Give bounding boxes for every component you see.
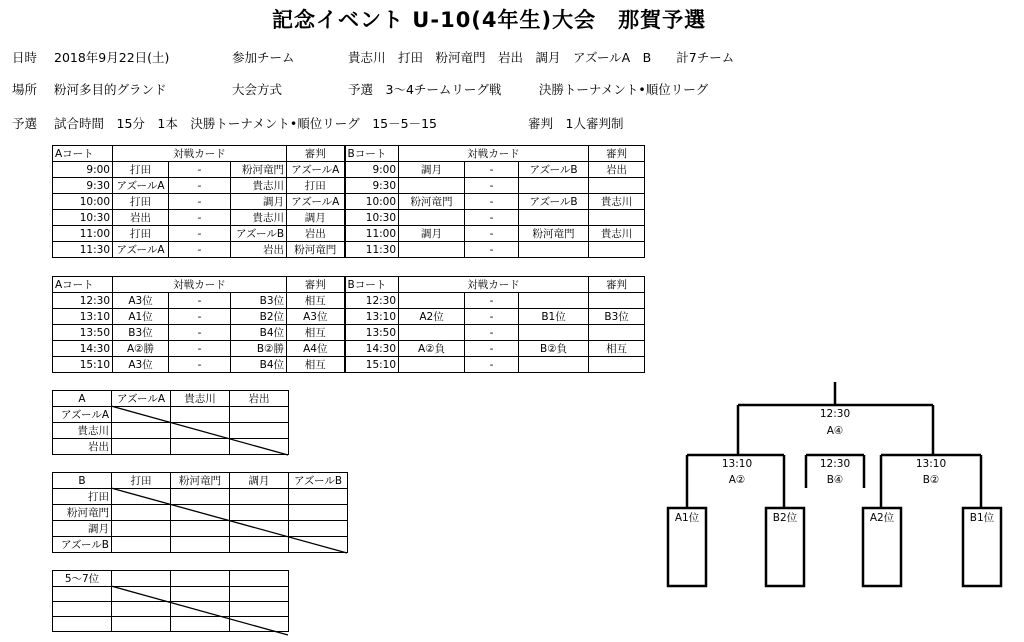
- schedule-cell: 打田: [113, 226, 169, 242]
- schedule-cell: 12:30: [53, 293, 113, 309]
- schedule-cell: -: [465, 194, 519, 210]
- schedule-cell: -: [169, 210, 231, 226]
- prelim-value: 試合時間 15分 1本 決勝トーナメント•順位リーグ 15－5－15: [54, 116, 437, 131]
- schedule-cell: 10:30: [345, 210, 399, 226]
- schedule-header-cell: 対戦カード: [399, 146, 589, 162]
- schedule-cell: -: [169, 357, 231, 373]
- bracket-semi-right-code: B②: [922, 474, 940, 486]
- league-result-cell: [171, 505, 230, 521]
- league-result-cell: [112, 505, 171, 521]
- bracket-semi-left-time: 13:10: [721, 458, 753, 470]
- schedule-cell: 相互: [287, 325, 345, 341]
- schedule-cell: A②負: [399, 341, 465, 357]
- schedule-table-morning: [52, 145, 645, 258]
- schedule-cell: 13:50: [345, 325, 399, 341]
- bracket-final-time: 12:30: [819, 408, 851, 420]
- schedule-cell: 岩出: [287, 226, 345, 242]
- schedule-cell: -: [465, 226, 519, 242]
- schedule-cell: 調月: [399, 162, 465, 178]
- league-result-cell: [171, 617, 230, 632]
- league-label: 5～7位: [53, 571, 112, 587]
- league-row-team: アズールB: [53, 537, 112, 553]
- schedule-cell: [399, 210, 465, 226]
- schedule-row: [53, 242, 645, 258]
- league-table-b: [52, 472, 348, 553]
- schedule-cell: 14:30: [53, 341, 113, 357]
- league-result-cell: [171, 521, 230, 537]
- league-result-cell: [112, 439, 171, 455]
- schedule-cell: 11:00: [345, 226, 399, 242]
- schedule-cell: [589, 210, 645, 226]
- league-row-team: 粉河竜門: [53, 505, 112, 521]
- schedule-row: [53, 194, 645, 210]
- league-result-cell: [112, 489, 171, 505]
- schedule-cell: 岩出: [589, 162, 645, 178]
- place-label: 場所: [12, 82, 38, 97]
- league-result-cell: [230, 407, 289, 423]
- schedule-cell: B1位: [519, 309, 589, 325]
- schedule-cell: 調月: [399, 226, 465, 242]
- schedule-header-cell: 対戦カード: [113, 146, 287, 162]
- schedule-cell: -: [169, 226, 231, 242]
- league-table-a: [52, 390, 289, 455]
- league-header-team: [112, 571, 171, 587]
- schedule-cell: 9:30: [345, 178, 399, 194]
- schedule-header-cell: 対戦カード: [113, 277, 287, 293]
- schedule-row: [53, 341, 645, 357]
- schedule-row: [53, 293, 645, 309]
- league-row-team: 岩出: [53, 439, 112, 455]
- league-header-team: 粉河竜門: [171, 473, 230, 489]
- schedule-cell: B4位: [231, 357, 287, 373]
- schedule-cell: [589, 325, 645, 341]
- schedule-cell: [519, 325, 589, 341]
- page-title: 記念イベント U-10(4年生)大会 那賀予選: [272, 8, 707, 32]
- bracket-slot-3: A2位: [869, 512, 895, 524]
- schedule-cell: B2位: [231, 309, 287, 325]
- schedule-cell: [519, 210, 589, 226]
- schedule-cell: [589, 293, 645, 309]
- league-header-team: アズールA: [112, 391, 171, 407]
- schedule-cell: 貴志川: [589, 194, 645, 210]
- referee-value: 審判 1人審判制: [528, 116, 624, 131]
- schedule-cell: [399, 293, 465, 309]
- schedule-cell: アズールA: [287, 162, 345, 178]
- schedule-cell: 打田: [113, 194, 169, 210]
- schedule-cell: -: [169, 178, 231, 194]
- schedule-header-cell: 対戦カード: [399, 277, 589, 293]
- schedule-cell: -: [465, 357, 519, 373]
- schedule-row: [53, 162, 645, 178]
- bracket-semi-left-code: A②: [728, 474, 746, 486]
- schedule-cell: [589, 178, 645, 194]
- league-result-cell: [230, 617, 289, 632]
- schedule-cell: [399, 325, 465, 341]
- league-result-cell: [112, 537, 171, 553]
- schedule-cell: A4位: [287, 341, 345, 357]
- league-result-cell: [230, 439, 289, 455]
- schedule-cell: 岩出: [231, 242, 287, 258]
- schedule-cell: -: [169, 162, 231, 178]
- format-label: 大会方式: [232, 82, 283, 97]
- league-result-cell: [230, 537, 289, 553]
- league-header-team: 岩出: [230, 391, 289, 407]
- league-result-cell: [171, 489, 230, 505]
- schedule-cell: アズールB: [519, 194, 589, 210]
- schedule-cell: B②負: [519, 341, 589, 357]
- schedule-cell: [519, 293, 589, 309]
- schedule-cell: 岩出: [113, 210, 169, 226]
- schedule-cell: A②勝: [113, 341, 169, 357]
- schedule-cell: 相互: [589, 341, 645, 357]
- league-row-team: 貴志川: [53, 423, 112, 439]
- schedule-cell: -: [169, 341, 231, 357]
- schedule-header-cell: Aコート: [53, 277, 113, 293]
- league-row-team: 打田: [53, 489, 112, 505]
- league-result-cell: [289, 537, 348, 553]
- schedule-row: [53, 226, 645, 242]
- league-result-cell: [112, 587, 171, 602]
- schedule-row: [53, 325, 645, 341]
- league-result-cell: [289, 489, 348, 505]
- league-result-cell: [171, 423, 230, 439]
- schedule-cell: 15:10: [53, 357, 113, 373]
- schedule-cell: [519, 242, 589, 258]
- league-result-cell: [112, 423, 171, 439]
- schedule-cell: [399, 178, 465, 194]
- schedule-header-cell: Bコート: [345, 146, 399, 162]
- schedule-cell: -: [465, 242, 519, 258]
- league-result-cell: [112, 407, 171, 423]
- schedule-cell: -: [465, 178, 519, 194]
- schedule-table-afternoon: [52, 276, 645, 373]
- bracket-slot-1: A1位: [674, 512, 700, 524]
- schedule-cell: 9:00: [345, 162, 399, 178]
- schedule-cell: 貴志川: [231, 210, 287, 226]
- schedule-cell: 粉河竜門: [287, 242, 345, 258]
- league-row-team: [53, 617, 112, 632]
- schedule-cell: 相互: [287, 293, 345, 309]
- schedule-cell: 相互: [287, 357, 345, 373]
- league-table-5-7: [52, 570, 289, 632]
- schedule-cell: -: [465, 162, 519, 178]
- schedule-cell: 10:00: [345, 194, 399, 210]
- format-value: 予選 3～4チームリーグ戦 決勝トーナメント•順位リーグ: [348, 82, 709, 97]
- bracket-semi-right-time: 13:10: [915, 458, 947, 470]
- bracket-mid-time: 12:30: [819, 458, 851, 470]
- schedule-cell: 9:00: [53, 162, 113, 178]
- league-row-team: 調月: [53, 521, 112, 537]
- schedule-cell: 粉河竜門: [231, 162, 287, 178]
- league-header-team: [230, 571, 289, 587]
- league-row-team: [53, 602, 112, 617]
- schedule-cell: -: [169, 325, 231, 341]
- schedule-cell: 11:30: [345, 242, 399, 258]
- schedule-cell: -: [169, 309, 231, 325]
- schedule-cell: A1位: [113, 309, 169, 325]
- schedule-header-cell: 審判: [287, 277, 345, 293]
- bracket-slot-2: B2位: [772, 512, 798, 524]
- league-label: B: [53, 473, 112, 489]
- schedule-cell: -: [169, 242, 231, 258]
- schedule-cell: 12:30: [345, 293, 399, 309]
- schedule-cell: アズールB: [519, 162, 589, 178]
- schedule-cell: B3位: [589, 309, 645, 325]
- league-row-team: [53, 587, 112, 602]
- league-result-cell: [230, 587, 289, 602]
- schedule-cell: B4位: [231, 325, 287, 341]
- league-header-team: 調月: [230, 473, 289, 489]
- league-result-cell: [112, 521, 171, 537]
- league-result-cell: [289, 505, 348, 521]
- teams-label: 参加チーム: [232, 50, 295, 65]
- schedule-cell: 10:00: [53, 194, 113, 210]
- schedule-cell: 14:30: [345, 341, 399, 357]
- schedule-cell: -: [465, 210, 519, 226]
- schedule-cell: -: [169, 293, 231, 309]
- schedule-header-cell: Bコート: [345, 277, 399, 293]
- schedule-cell: 11:30: [53, 242, 113, 258]
- schedule-cell: 打田: [113, 162, 169, 178]
- league-result-cell: [171, 407, 230, 423]
- schedule-cell: 粉河竜門: [519, 226, 589, 242]
- league-result-cell: [171, 537, 230, 553]
- schedule-cell: アズールA: [113, 178, 169, 194]
- schedule-cell: 調月: [287, 210, 345, 226]
- schedule-cell: 貴志川: [231, 178, 287, 194]
- schedule-cell: 粉河竜門: [399, 194, 465, 210]
- schedule-cell: 10:30: [53, 210, 113, 226]
- league-result-cell: [112, 602, 171, 617]
- schedule-cell: 13:50: [53, 325, 113, 341]
- league-result-cell: [171, 602, 230, 617]
- schedule-cell: [589, 242, 645, 258]
- prelim-label: 予選: [12, 116, 38, 131]
- league-result-cell: [230, 505, 289, 521]
- league-row-team: アズールA: [53, 407, 112, 423]
- schedule-cell: アズールA: [287, 194, 345, 210]
- schedule-cell: 貴志川: [589, 226, 645, 242]
- bracket-mid-code: B④: [826, 474, 844, 486]
- schedule-header-cell: 審判: [589, 146, 645, 162]
- league-header-team: 打田: [112, 473, 171, 489]
- schedule-cell: 13:10: [345, 309, 399, 325]
- schedule-cell: アズールA: [113, 242, 169, 258]
- schedule-header-cell: 審判: [287, 146, 345, 162]
- schedule-cell: アズールB: [231, 226, 287, 242]
- league-header-team: アズールB: [289, 473, 348, 489]
- schedule-cell: 15:10: [345, 357, 399, 373]
- league-result-cell: [112, 617, 171, 632]
- schedule-cell: 打田: [287, 178, 345, 194]
- place-value: 粉河多目的グランド: [54, 82, 167, 97]
- schedule-cell: B3位: [231, 293, 287, 309]
- league-result-cell: [230, 489, 289, 505]
- schedule-cell: [399, 357, 465, 373]
- league-result-cell: [230, 521, 289, 537]
- teams-value: 貴志川 打田 粉河竜門 岩出 調月 アズールA B 計7チーム: [348, 50, 735, 65]
- schedule-row: [53, 357, 645, 373]
- schedule-cell: A3位: [113, 357, 169, 373]
- league-result-cell: [171, 587, 230, 602]
- schedule-header-cell: 審判: [589, 277, 645, 293]
- date-value: 2018年9月22日(土): [54, 50, 170, 65]
- schedule-cell: A3位: [113, 293, 169, 309]
- schedule-cell: B3位: [113, 325, 169, 341]
- league-result-cell: [230, 423, 289, 439]
- schedule-cell: [519, 357, 589, 373]
- schedule-row: [53, 309, 645, 325]
- schedule-row: [53, 210, 645, 226]
- league-header-team: [171, 571, 230, 587]
- schedule-cell: B②勝: [231, 341, 287, 357]
- bracket-final-code: A④: [826, 425, 844, 437]
- schedule-cell: 9:30: [53, 178, 113, 194]
- schedule-cell: A3位: [287, 309, 345, 325]
- schedule-cell: 13:10: [53, 309, 113, 325]
- schedule-cell: [399, 242, 465, 258]
- bracket-slot-4: B1位: [969, 512, 995, 524]
- date-label: 日時: [12, 50, 38, 65]
- league-header-team: 貴志川: [171, 391, 230, 407]
- schedule-cell: -: [465, 309, 519, 325]
- schedule-row: [53, 178, 645, 194]
- schedule-cell: [519, 178, 589, 194]
- league-result-cell: [289, 521, 348, 537]
- league-result-cell: [171, 439, 230, 455]
- league-result-cell: [230, 602, 289, 617]
- schedule-cell: -: [169, 194, 231, 210]
- schedule-cell: A2位: [399, 309, 465, 325]
- schedule-cell: [589, 357, 645, 373]
- league-label: A: [53, 391, 112, 407]
- schedule-cell: 調月: [231, 194, 287, 210]
- schedule-cell: 11:00: [53, 226, 113, 242]
- schedule-header-cell: Aコート: [53, 146, 113, 162]
- schedule-cell: -: [465, 325, 519, 341]
- schedule-cell: -: [465, 293, 519, 309]
- schedule-cell: -: [465, 341, 519, 357]
